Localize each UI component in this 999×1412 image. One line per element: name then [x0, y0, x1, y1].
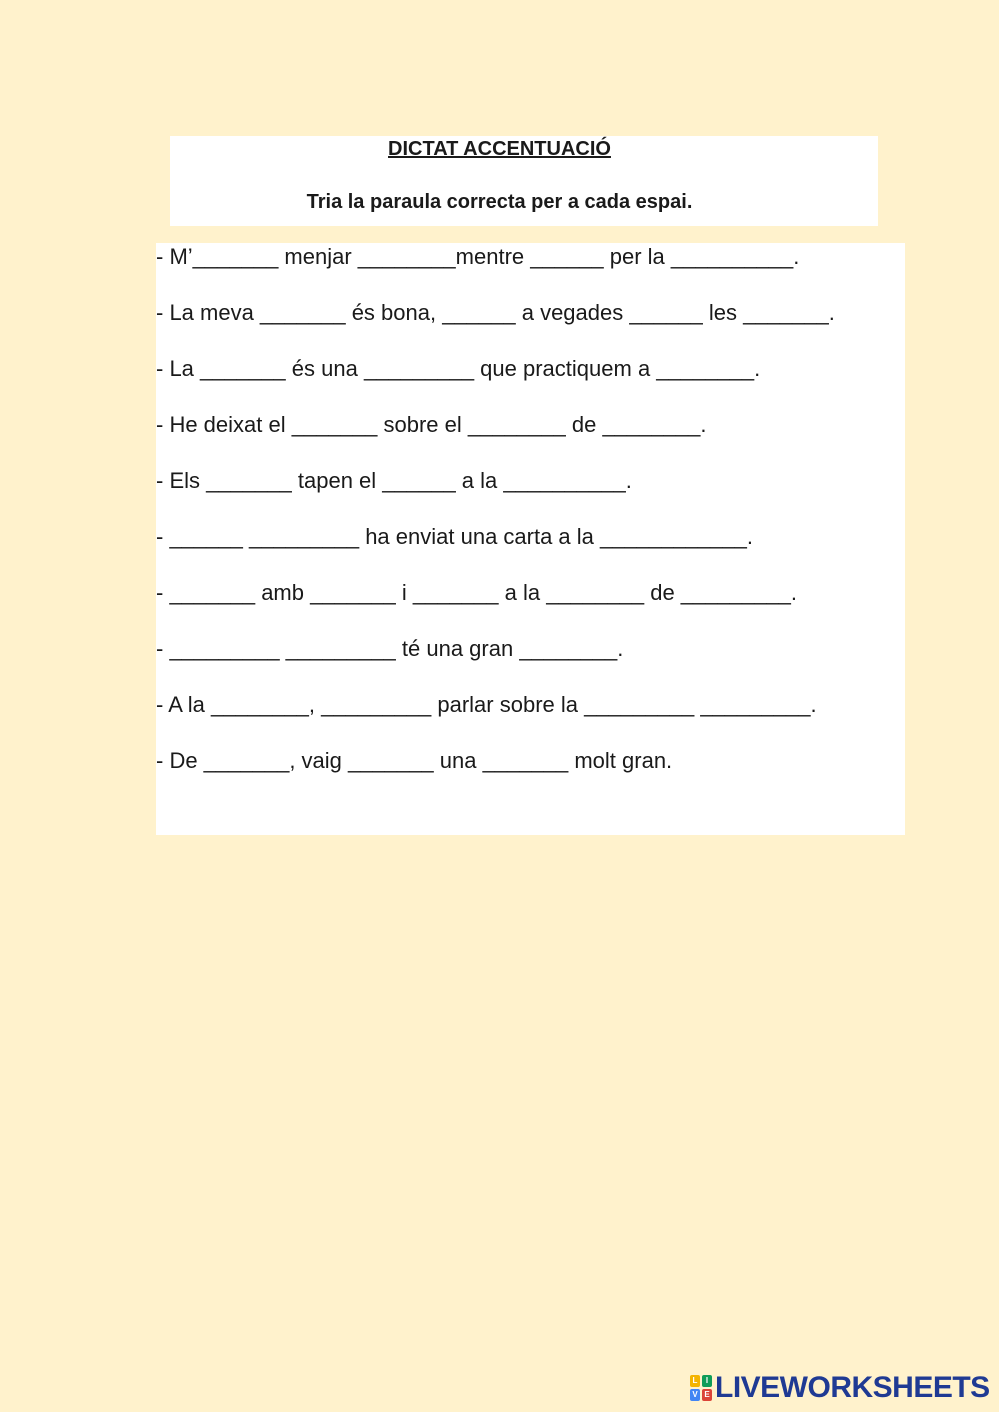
- sentence-line: - He deixat el _______ sobre el ________ de ________.: [156, 412, 707, 437]
- liveworksheets-logo[interactable]: [690, 1372, 990, 1404]
- sentence-line: - De _______, vaig _______ una _______ molt gran.: [156, 748, 673, 773]
- logo-text: LIVEWORKSHEETS: [715, 1371, 990, 1404]
- logo-tile-v: V: [690, 1389, 700, 1401]
- sentence-line: - M’_______ menjar ________mentre ______ per la __________.: [156, 244, 800, 269]
- sentence-line: - _______ amb _______ i _______ a la ________ de _________.: [156, 580, 798, 605]
- logo-tile-e: E: [702, 1389, 712, 1401]
- worksheet-title: DICTAT ACCENTUACIÓ: [388, 138, 611, 160]
- logo-tile-i: I: [702, 1375, 712, 1387]
- sentence-line: - _________ _________ té una gran ________.: [156, 636, 624, 661]
- worksheet-instruction: Tria la paraula correcta per a cada espai.: [306, 191, 693, 213]
- liveworksheets-logo-icon: [690, 1375, 712, 1401]
- sentence-line: - ______ _________ ha enviat una carta a la ____________.: [156, 524, 753, 549]
- sentence-line: - Els _______ tapen el ______ a la __________.: [156, 468, 632, 493]
- sentence-line: - La _______ és una _________ que practiquem a ________.: [156, 356, 761, 381]
- sentence-line: - A la ________, _________ parlar sobre la _________ _________.: [156, 692, 817, 717]
- logo-tile-l: L: [690, 1375, 700, 1387]
- sentence-line: - La meva _______ és bona, ______ a vegades ______ les _______.: [156, 300, 835, 325]
